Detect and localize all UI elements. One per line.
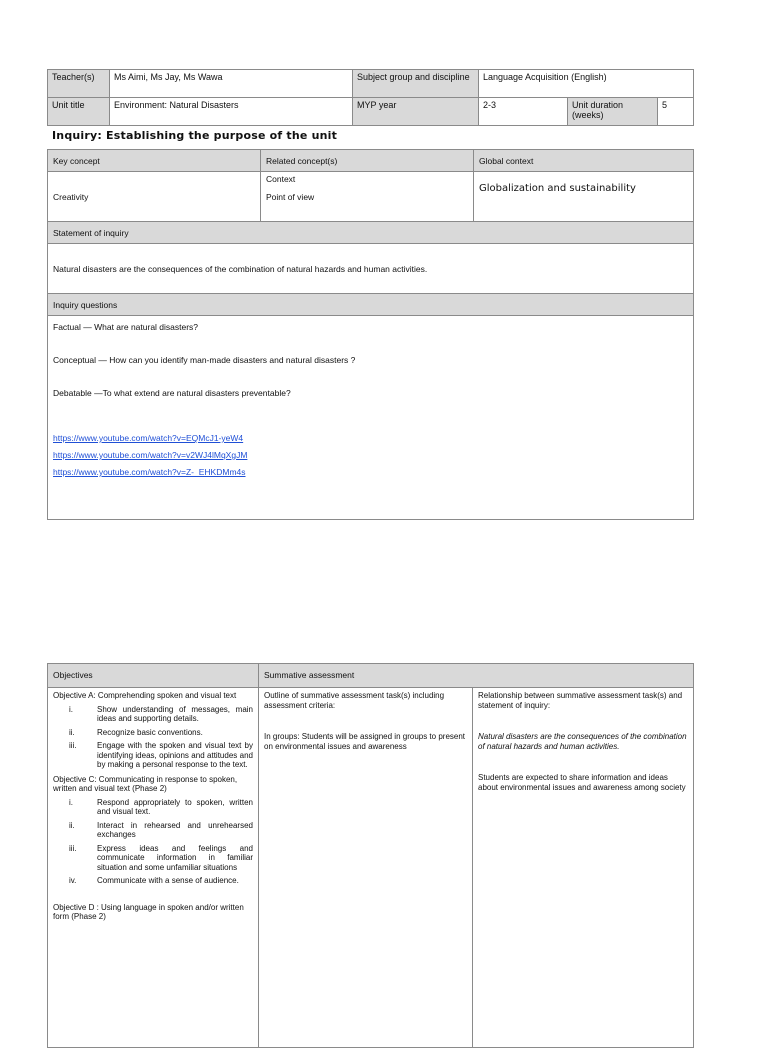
key-concept-label: Key concept <box>48 150 261 172</box>
questions-label: Inquiry questions <box>48 294 694 316</box>
item-text: Show understanding of messages, main ideas and supporting details. <box>97 704 253 723</box>
global-context-cell <box>474 172 694 222</box>
item-number: ii. <box>69 727 75 737</box>
objectives-cell <box>48 688 259 1048</box>
list-item <box>53 798 253 817</box>
outline-text: In groups: Students will be assigned in groups to present on environmental issues and awareness <box>264 732 466 751</box>
list-item <box>53 728 253 738</box>
inquiry-heading: Inquiry: Establishing the purpose of the unit <box>52 129 338 142</box>
item-number: iv. <box>69 876 77 885</box>
global-context-label: Global context <box>474 150 694 172</box>
relationship-cell <box>473 688 694 1048</box>
objective-c-list <box>53 798 253 886</box>
duration-value: 5 <box>658 98 694 126</box>
statement-label: Statement of inquiry <box>48 222 694 244</box>
item-text: Interact in rehearsed and unrehearsed exchanges <box>97 820 253 839</box>
item-number: ii. <box>69 820 75 830</box>
relationship-text: Students are expected to share information and ideas about environmental issues and awareness among society <box>478 773 686 792</box>
list-item <box>53 741 253 770</box>
related-concepts-label: Related concept(s) <box>261 150 474 172</box>
related-concepts-cell <box>261 172 474 222</box>
objective-a-list <box>53 705 253 770</box>
youtube-link[interactable]: https://www.youtube.com/watch?v=Z-_EHKDMm4s <box>53 467 246 477</box>
related-concept: Context <box>266 174 296 184</box>
youtube-link[interactable]: https://www.youtube.com/watch?v=EQMcJ1-yeW4 <box>53 433 244 443</box>
myp-year-label: MYP year <box>353 98 479 126</box>
item-number: i. <box>69 797 73 807</box>
item-number: i. <box>69 704 73 714</box>
unit-header-table <box>47 69 694 126</box>
objectives-label: Objectives <box>48 664 259 688</box>
questions-cell <box>48 316 694 520</box>
global-context-value: Globalization and sustainability <box>479 183 636 194</box>
objective-c-title: Objective C: Communicating in response to spoken, written and visual text (Phase 2) <box>53 774 238 793</box>
outline-title: Outline of summative assessment task(s) including assessment criteria: <box>264 691 445 710</box>
relationship-statement: Natural disasters are the consequences of the combination of natural hazards and human activities. <box>478 732 687 751</box>
summative-label: Summative assessment <box>259 664 694 688</box>
teachers-label: Teacher(s) <box>48 70 110 98</box>
list-item <box>53 705 253 724</box>
debatable-question: Debatable —To what extend are natural disasters preventable? <box>53 388 291 398</box>
youtube-link[interactable]: https://www.youtube.com/watch?v=v2WJ4lMqXgJM <box>53 450 248 460</box>
statement-value: Natural disasters are the consequences of the combination of natural hazards and human activities. <box>48 244 694 294</box>
key-concept-value: Creativity <box>48 172 261 222</box>
inquiry-table <box>47 149 694 520</box>
myp-year-value: 2-3 <box>479 98 568 126</box>
item-text: Recognize basic conventions. <box>97 727 203 737</box>
list-item <box>53 876 253 886</box>
objectives-table <box>47 663 694 1048</box>
item-text: Communicate with a sense of audience. <box>97 876 239 885</box>
list-item <box>53 844 253 873</box>
item-number: iii. <box>69 741 77 750</box>
objective-d-title: Objective D : Using language in spoken and/or written form (Phase 2) <box>53 902 244 921</box>
item-text: Engage with the spoken and visual text by identifying ideas, opinions and attitudes and by making a personal response to the text. <box>97 741 253 769</box>
duration-label: Unit duration (weeks) <box>568 98 658 126</box>
subject-value: Language Acquisition (English) <box>479 70 694 98</box>
unit-title-value: Environment: Natural Disasters <box>110 98 353 126</box>
factual-question: Factual — What are natural disasters? <box>53 322 199 332</box>
item-text: Express ideas and feelings and communicate information in familiar situation and some unfamiliar situations <box>97 843 253 872</box>
item-number: iii. <box>69 843 77 853</box>
conceptual-question: Conceptual — How can you identify man-made disasters and natural disasters ? <box>53 355 356 365</box>
objective-a-title: Objective A: Comprehending spoken and visual text <box>53 691 237 700</box>
relationship-title: Relationship between summative assessment task(s) and statement of inquiry: <box>478 691 683 710</box>
subject-label: Subject group and discipline <box>353 70 479 98</box>
related-concept: Point of view <box>266 192 315 202</box>
item-text: Respond appropriately to spoken, written and visual text. <box>97 797 253 816</box>
resource-links <box>53 430 688 481</box>
list-item <box>53 821 253 840</box>
outline-cell <box>259 688 473 1048</box>
unit-title-label: Unit title <box>48 98 110 126</box>
teachers-value: Ms Aimi, Ms Jay, Ms Wawa <box>110 70 353 98</box>
